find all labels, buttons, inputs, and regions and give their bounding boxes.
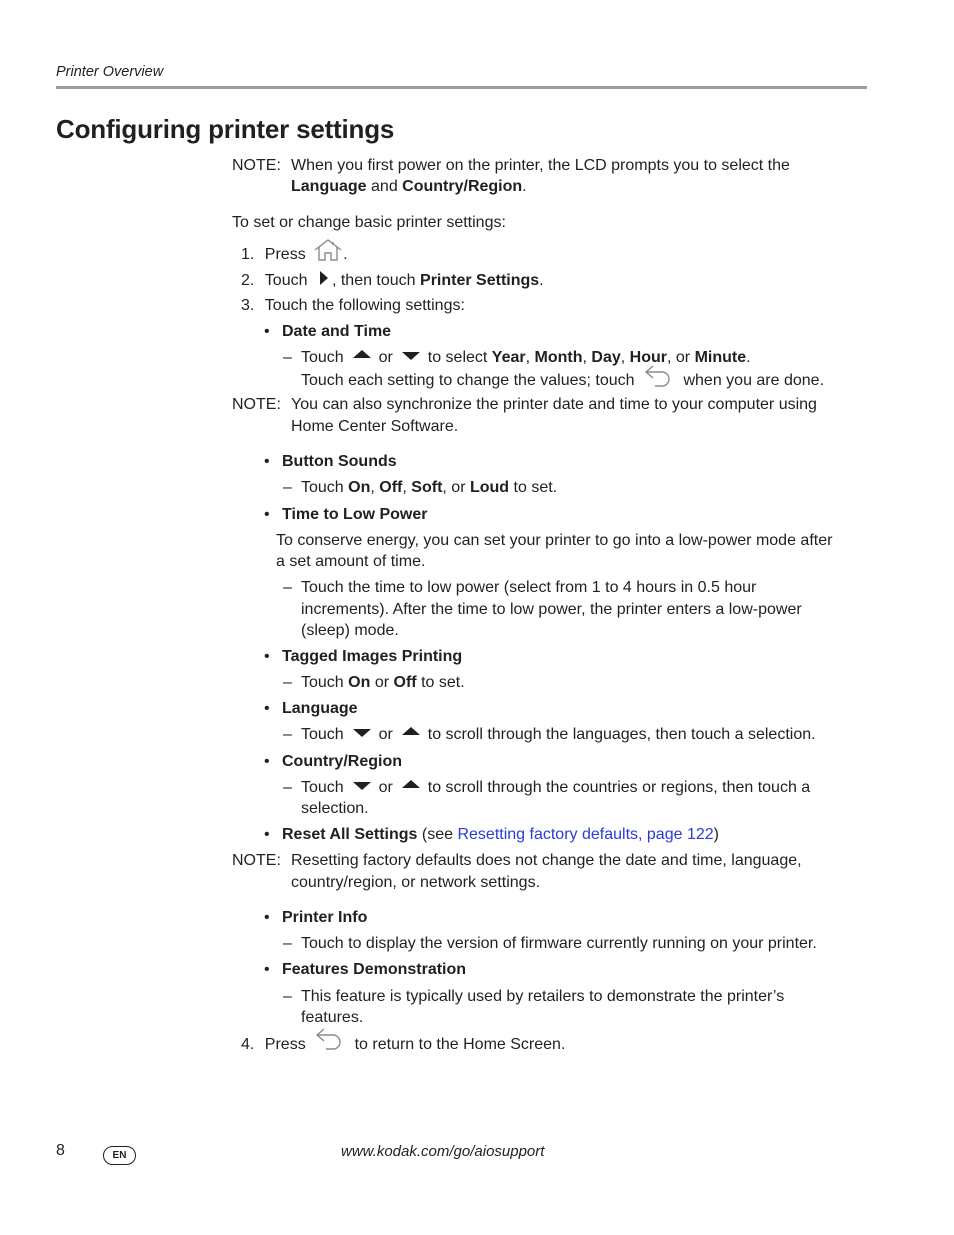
- on-term: On: [348, 674, 371, 691]
- text: ,: [402, 479, 407, 496]
- low-power-para-2: a set amount of time.: [276, 553, 426, 570]
- home-icon: [313, 238, 343, 268]
- low-power-detail-2: increments). After the time to low power, the printer enters a low-power: [301, 601, 802, 618]
- text: , or: [442, 479, 466, 496]
- note-3-line-1: Resetting factory defaults does not change the date and time, language,: [291, 852, 802, 869]
- running-header: Printer Overview: [56, 64, 164, 80]
- printer-info-heading: [282, 907, 367, 928]
- text: to scroll through the countries or regions, then touch a: [427, 779, 811, 796]
- note-1-line-2: [291, 176, 527, 197]
- heading-text: Button Sounds: [282, 453, 397, 470]
- reset-link[interactable]: Resetting factory defaults, page 122: [457, 826, 714, 843]
- note-text: and: [371, 178, 398, 195]
- down-arrow-icon: [352, 777, 372, 798]
- note-2-label: NOTE:: [232, 396, 281, 413]
- step-1: [241, 242, 348, 268]
- date-time-heading: [282, 321, 391, 342]
- header-rule: [56, 86, 867, 89]
- text: Touch: [301, 779, 344, 796]
- heading-text: Tagged Images Printing: [282, 648, 463, 665]
- text: Touch each setting to change the values; touch: [301, 372, 635, 390]
- note-1: [232, 155, 281, 176]
- down-arrow-icon: [352, 724, 372, 745]
- dash: –: [283, 349, 292, 366]
- bullet: •: [264, 323, 270, 340]
- on-term: On: [348, 479, 371, 496]
- bullet: •: [264, 506, 270, 523]
- hour-term: Hour: [629, 349, 667, 366]
- heading-text: Printer Info: [282, 909, 368, 926]
- soft-term: Soft: [411, 479, 443, 496]
- dash: –: [283, 935, 292, 952]
- country-term: Country/Region: [402, 178, 523, 195]
- text: (see: [421, 826, 454, 843]
- bullet: •: [264, 648, 270, 665]
- loud-term: Loud: [469, 479, 510, 496]
- text: ,: [620, 349, 626, 366]
- month-term: Month: [534, 349, 583, 366]
- features-line-2: features.: [301, 1009, 364, 1026]
- heading-text: Language: [282, 700, 358, 717]
- note-2-line-2: Home Center Software.: [291, 418, 459, 435]
- text: to scroll through the languages, then touch a selection.: [427, 726, 816, 743]
- step-number: 2.: [241, 272, 255, 290]
- dash: –: [283, 726, 292, 743]
- button-sounds-heading: [282, 451, 397, 472]
- dash: –: [283, 988, 292, 1005]
- step-text: Touch: [264, 272, 308, 290]
- bullet: •: [264, 961, 270, 978]
- text: ,: [525, 349, 531, 366]
- dash: –: [283, 579, 292, 596]
- step-number: 1.: [241, 246, 255, 264]
- off-term: Off: [393, 674, 417, 691]
- country-instruction: [301, 777, 810, 798]
- step-text: Touch the following settings:: [264, 297, 465, 314]
- step-4: [241, 1033, 565, 1057]
- text: , or: [667, 349, 691, 366]
- printer-info-text: Touch to display the version of firmware currently running on your printer.: [301, 935, 817, 952]
- heading-text: Date and Time: [282, 323, 392, 340]
- text: to set.: [513, 479, 558, 496]
- date-time-instruction-2: [301, 368, 824, 394]
- note-2-line-1: You can also synchronize the printer date and time to your computer using: [291, 396, 817, 413]
- printer-settings-term: Printer Settings: [420, 272, 540, 290]
- back-icon: [314, 1025, 344, 1057]
- step-text: .: [343, 246, 348, 264]
- date-time-instruction: [301, 347, 751, 368]
- text: Touch: [301, 479, 344, 496]
- heading-text: Time to Low Power: [282, 506, 428, 523]
- bullet: •: [264, 753, 270, 770]
- features-heading: [282, 959, 466, 980]
- text: or: [374, 674, 390, 691]
- language-badge: EN: [103, 1146, 136, 1165]
- button-sounds-instruction: [301, 477, 557, 498]
- country-instruction-2: selection.: [301, 800, 369, 817]
- tagged-heading: [282, 646, 462, 667]
- text: when you are done.: [683, 372, 825, 390]
- dash: –: [283, 674, 292, 691]
- bullet: •: [264, 453, 270, 470]
- reset-heading: [282, 824, 719, 845]
- note-3-label: NOTE:: [232, 852, 281, 869]
- support-url: www.kodak.com/go/aiosupport: [341, 1143, 545, 1160]
- step-text: , then touch: [331, 272, 416, 290]
- bullet: •: [264, 909, 270, 926]
- text: Touch: [301, 349, 344, 366]
- note-label: NOTE:: [232, 157, 281, 174]
- low-power-para-1: To conserve energy, you can set your printer to go into a low-power mode after: [276, 532, 833, 549]
- features-line-1: This feature is typically used by retailers to demonstrate the printer’s: [301, 988, 785, 1005]
- note-3-line-2: country/region, or network settings.: [291, 874, 541, 891]
- text: .: [746, 349, 751, 366]
- up-arrow-icon: [401, 775, 421, 796]
- down-arrow-icon: [401, 347, 421, 368]
- right-arrow-icon: [318, 268, 330, 294]
- text: ): [713, 826, 719, 843]
- heading-text: Reset All Settings: [282, 826, 418, 843]
- off-term: Off: [379, 479, 403, 496]
- text: ,: [582, 349, 587, 366]
- language-instruction: [301, 724, 816, 745]
- text: ,: [370, 479, 375, 496]
- text: to select: [427, 349, 488, 366]
- step-text: Press: [264, 1036, 306, 1054]
- step-3: [241, 295, 465, 316]
- language-heading: [282, 698, 358, 719]
- text: or: [378, 726, 393, 743]
- page-number: 8: [56, 1142, 65, 1159]
- low-power-detail-1: Touch the time to low power (select from 1 to 4 hours in 0.5 hour: [301, 579, 757, 596]
- page-title: Configuring printer settings: [56, 114, 395, 144]
- step-text: to return to the Home Screen.: [354, 1036, 566, 1054]
- note-1-line-1: When you first power on the printer, the LCD prompts you to select the: [291, 157, 790, 174]
- low-power-heading: [282, 504, 428, 525]
- heading-text: Country/Region: [282, 753, 402, 770]
- day-term: Day: [591, 349, 621, 366]
- tagged-instruction: [301, 672, 465, 693]
- dash: –: [283, 479, 292, 496]
- text: Touch: [301, 674, 344, 691]
- year-term: Year: [491, 349, 526, 366]
- text: to set.: [421, 674, 465, 691]
- text: or: [378, 779, 393, 796]
- language-term: Language: [291, 178, 367, 195]
- text: or: [378, 349, 393, 366]
- dash: –: [283, 779, 292, 796]
- low-power-detail-3: (sleep) mode.: [301, 622, 399, 639]
- intro-text: To set or change basic printer settings:: [232, 214, 506, 231]
- back-icon: [643, 362, 673, 394]
- up-arrow-icon: [352, 345, 372, 366]
- text: Touch: [301, 726, 344, 743]
- up-arrow-icon: [401, 722, 421, 743]
- heading-text: Features Demonstration: [282, 961, 467, 978]
- minute-term: Minute: [694, 349, 747, 366]
- bullet: •: [264, 700, 270, 717]
- step-number: 3.: [241, 297, 255, 314]
- step-text: Press: [264, 246, 306, 264]
- step-number: 4.: [241, 1036, 255, 1054]
- step-text: .: [539, 272, 544, 290]
- note-text: .: [522, 178, 527, 195]
- bullet: •: [264, 826, 270, 843]
- country-heading: [282, 751, 402, 772]
- step-2: [241, 268, 544, 294]
